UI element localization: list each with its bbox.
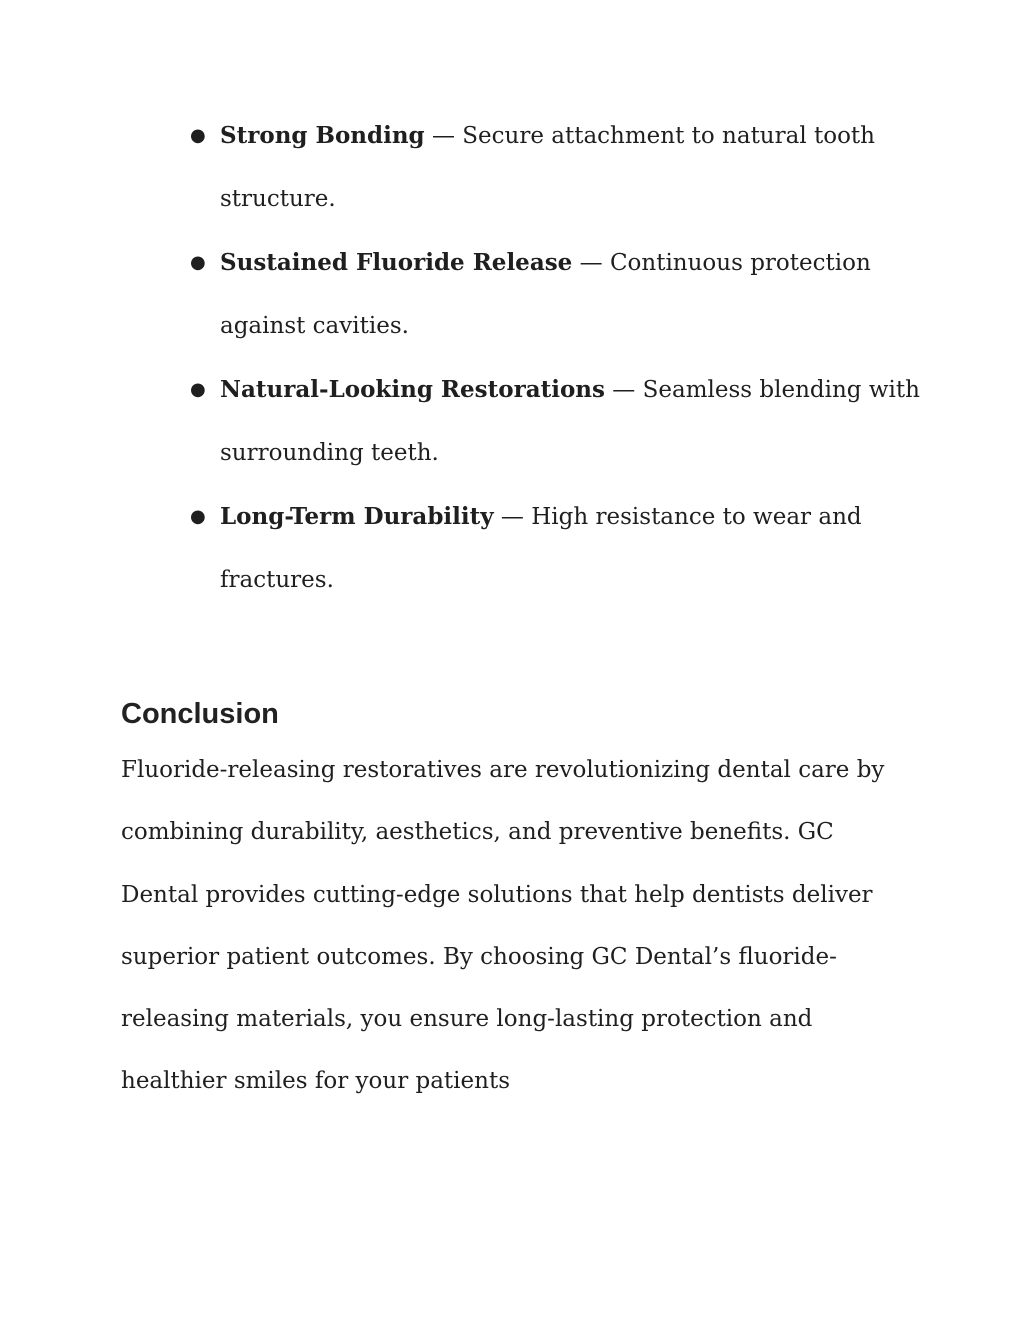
benefit-description: Continuous protection against cavities. — [220, 250, 871, 339]
list-item — [190, 231, 930, 358]
benefits-list — [190, 104, 930, 612]
benefit-separator: — — [424, 123, 463, 149]
benefit-separator: — — [493, 504, 532, 530]
benefit-term: Long-Term Durability — [220, 503, 494, 530]
list-item — [190, 358, 930, 485]
bullet-icon: ● — [190, 125, 206, 146]
benefit-description: Secure attachment to natural tooth structure. — [220, 123, 875, 212]
list-item — [190, 104, 930, 231]
benefit-description: Seamless blending with surrounding teeth. — [220, 377, 920, 466]
bullet-icon: ● — [190, 252, 206, 273]
benefit-separator: — — [572, 250, 610, 276]
bullet-icon: ● — [190, 379, 206, 400]
conclusion-heading: Conclusion — [121, 698, 279, 730]
benefit-separator: — — [604, 377, 643, 403]
benefit-description: High resistance to wear and fractures. — [220, 504, 862, 593]
conclusion-paragraph: Fluoride-releasing restoratives are revolutionizing dental care by combining durability, aesthetics, and preventive benefits. GC Dental provides cutting-edge solutions that help dentists deliver superior patient outcomes. By choosing GC Dental’s fluoride-releasing materials, you ensure long-lasting protection and healthier smiles for your patients — [121, 757, 885, 1095]
benefit-term: Sustained Fluoride Release — [220, 249, 573, 276]
list-item — [190, 485, 930, 612]
benefit-term: Strong Bonding — [220, 122, 425, 149]
benefit-term: Natural-Looking Restorations — [220, 376, 605, 403]
bullet-icon: ● — [190, 506, 206, 527]
